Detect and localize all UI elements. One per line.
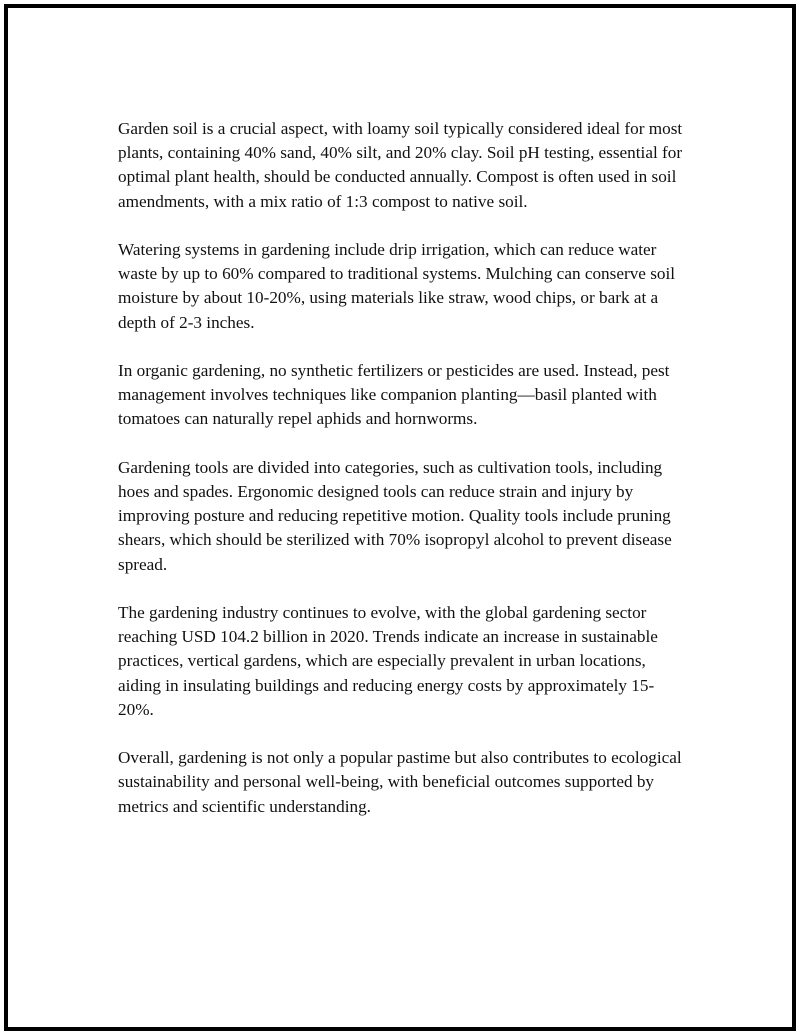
paragraph-tools: Gardening tools are divided into categories, such as cultivation tools, including hoes and spades. Ergonomic designed tools can reduce strain and injury by improving posture and reducing repetitive motion. Quality tools include pruning shears, which should be sterilized with 70% isopropyl alcohol to prevent disease spread. xyxy=(118,457,672,574)
paragraph-organic: In organic gardening, no synthetic fertilizers or pesticides are used. Instead, pest management involves techniques like companion planting—basil planted with tomatoes can naturally repel aphids and hornworms. xyxy=(118,361,670,429)
paragraph-soil: Garden soil is a crucial aspect, with loamy soil typically considered ideal for most plants, containing 40% sand, 40% silt, and 20% clay. Soil pH testing, essential for optimal plant health, should be conducted annually. Compost is often used in soil amendments, with a mix ratio of 1:3 compost to native soil. xyxy=(118,119,683,211)
paragraph-industry: The gardening industry continues to evolve, with the global gardening sector reaching USD 104.2 billion in 2020. Trends indicate an increase in sustainable practices, vertical gardens, which are especially prevalent in urban locations, aiding in insulating buildings and reducing energy costs by approximately 15-20%. xyxy=(118,603,658,719)
paragraph-watering: Watering systems in gardening include drip irrigation, which can reduce water waste by up to 60% compared to traditional systems. Mulching can conserve soil moisture by about 10-20%, using materials like straw, wood chips, or bark at a depth of 2-3 inches. xyxy=(118,240,676,332)
document-body xyxy=(118,117,686,843)
paragraph-overall: Overall, gardening is not only a popular pastime but also contributes to ecological sustainability and personal well-being, with beneficial outcomes supported by metrics and scientific understanding. xyxy=(118,748,682,816)
